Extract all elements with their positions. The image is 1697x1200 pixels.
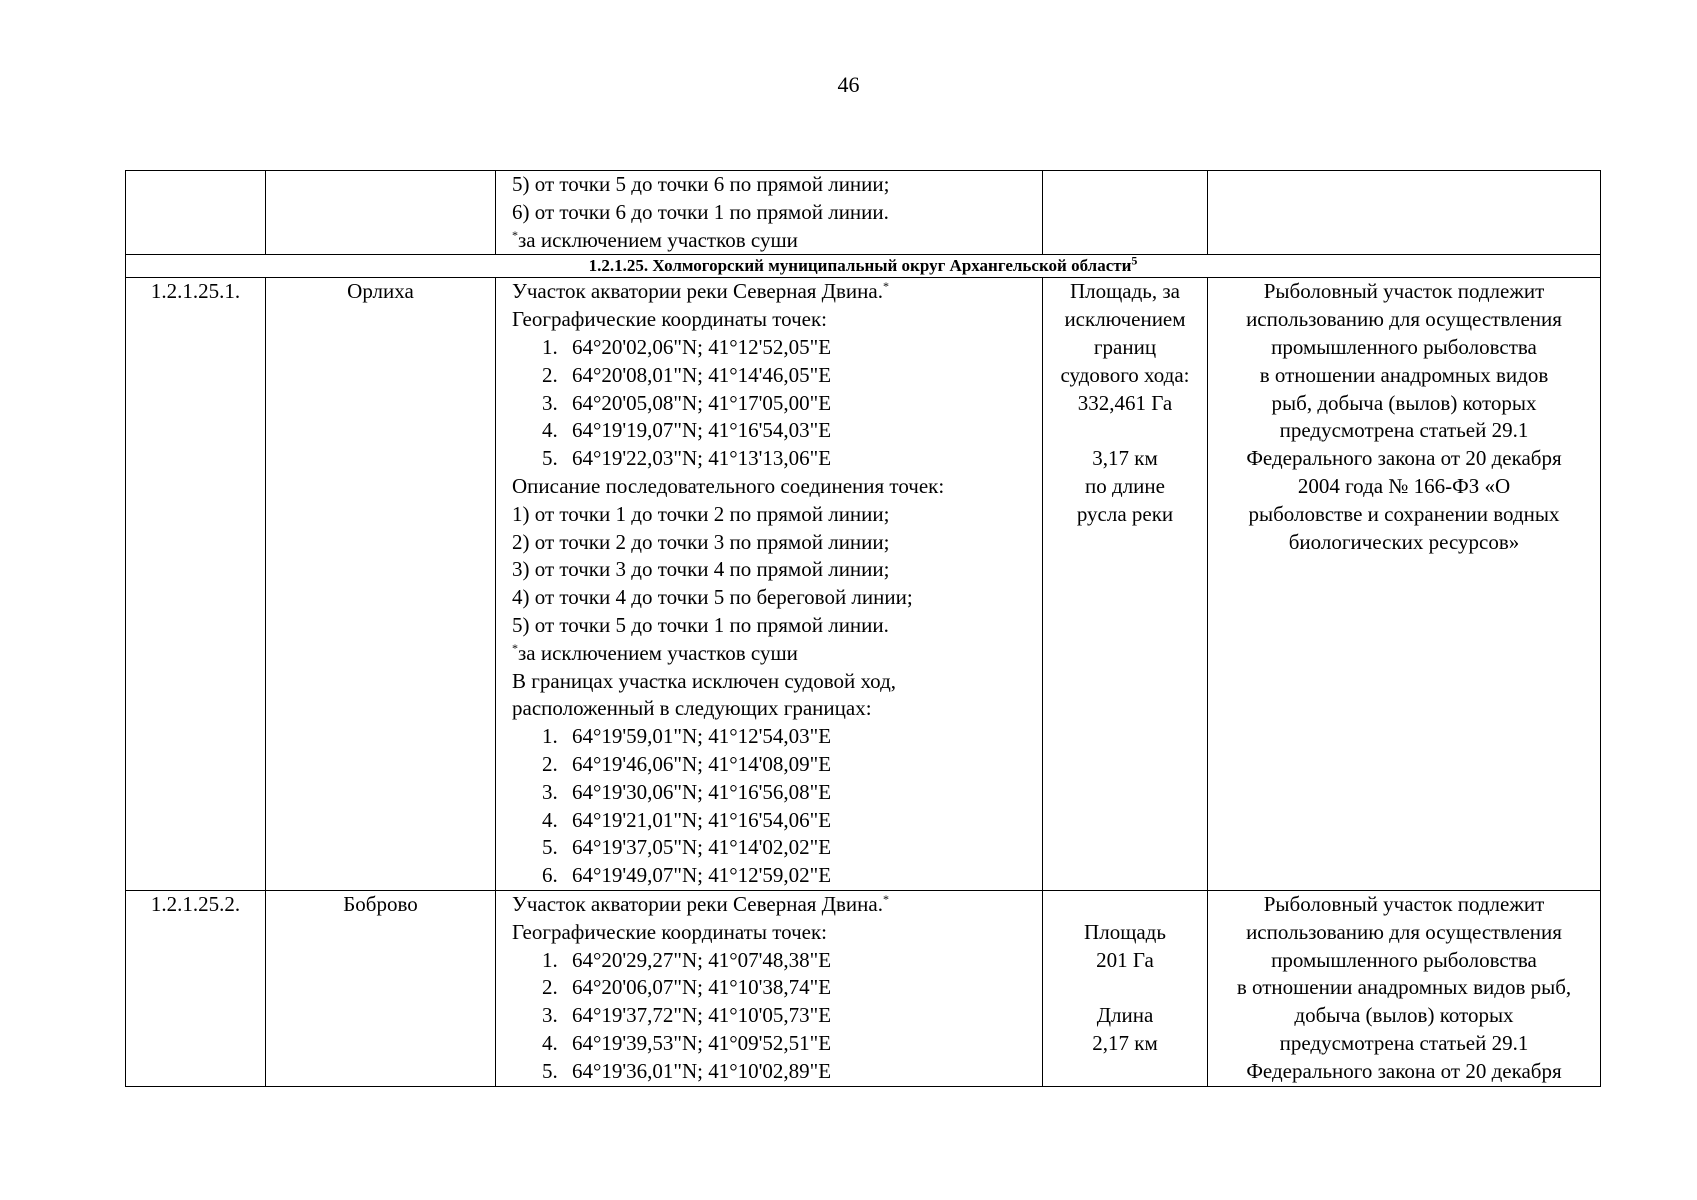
coord-item: 5. 64°19'37,05"N; 41°14'02,02"E [542, 835, 832, 860]
description-cell [496, 171, 1043, 255]
coords-heading: Географические координаты точек: [512, 307, 827, 332]
coord-item: 3. 64°20'05,08"N; 41°17'05,00"E [542, 390, 832, 415]
area-intro: Участок акватории реки Северная Двина. [512, 279, 883, 304]
row-number: 1.2.1.25.2. [126, 890, 266, 1086]
area-line: 332,461 Га [1077, 390, 1173, 415]
coord-item: 1. 64°19'59,01"N; 41°12'54,03"E [542, 724, 832, 749]
table-row [126, 890, 1601, 1086]
coord-item: 6. 64°19'49,07"N; 41°12'59,02"E [542, 863, 832, 888]
connection-line: 6) от точки 6 до точки 1 по прямой линии. [512, 199, 889, 224]
length-line: Длина [1096, 1003, 1154, 1028]
purpose-line: биологических ресурсов» [1288, 529, 1520, 554]
length-line: 3,17 км [1092, 446, 1158, 471]
footnote-line: *за исключением участков суши [512, 640, 798, 665]
length-line: по длине [1085, 473, 1165, 498]
section-heading-row [126, 255, 1601, 278]
number-cell [126, 171, 266, 255]
purpose-cell [1208, 171, 1601, 255]
length-line: русла реки [1076, 501, 1174, 526]
section-heading: 1.2.1.25. Холмогорский муниципальный округ Архангельской области$^5$ [126, 255, 1601, 278]
row-name: Орлиха [266, 278, 496, 891]
row-number: 1.2.1.25.1. [126, 278, 266, 891]
purpose-line: промышленного рыболовства [1271, 334, 1537, 359]
purpose-line: использованию для осуществления [1246, 919, 1562, 944]
coord-item: 1. 64°20'29,27"N; 41°07'48,38"E [542, 947, 832, 972]
purpose-cell [1208, 890, 1601, 1086]
connection-line: 1) от точки 1 до точки 2 по прямой линии; [512, 501, 890, 526]
connection-line: 5) от точки 5 до точки 1 по прямой линии. [512, 612, 889, 637]
purpose-line: Рыболовный участок подлежит [1263, 891, 1545, 916]
coord-item: 2. 64°19'46,06"N; 41°14'08,09"E [542, 751, 832, 776]
area-line: Площадь, за [1069, 279, 1180, 304]
coord-item: 2. 64°20'08,01"N; 41°14'46,05"E [542, 362, 832, 387]
coord-item: 4. 64°19'21,01"N; 41°16'54,06"E [542, 807, 832, 832]
description-cell: Участок акватории реки Северная Двина.* Географические координаты точек: 1. 64°20'02,06"N; 41°12'52,05"E 2. 64°20'08,01"N; 41°14'46,05"E 3. 64°20'05,08"N; 41°17'05,00"E 4. 64°19'19,07"N; 41°16'54,03"E 5. 64°19'22,03"N; 41°13'13,06"E Описание последовательного соединения точек: 1) от точки 1 до точки 2 по прямой линии; 2) от точки 2 до точки 3 по прямой линии; 3) от точки 3 до точки 4 по прямой линии; 4) от точки 4 до точки 5 по береговой линии; 5) от точки 5 до точки 1 по прямой линии. *за исключением участков суши В границах участка исключен судовой ход, расположенный в следующих границах: 1. 64°19'59,01"N; 41°12'54,03"E 2. 64°19'46,06"N; 41°14'08,09"E 3. 64°19'30,06"N; 41°16'56,08"E 4. 64°19'21,01"N; 41°16'54,06"E 5. 64°19'37,05"N; 41°14'02,02"E 6. 64°19'49,07"N; 41°12'59,02"E [496, 278, 1043, 891]
coord-item: 1. 64°20'02,06"N; 41°12'52,05"E [542, 334, 832, 359]
table-row [126, 278, 1601, 891]
purpose-line: рыболовстве и сохранении водных [1248, 501, 1560, 526]
connection-line: 5) от точки 5 до точки 6 по прямой линии; [512, 172, 890, 196]
purpose-line: Федерального закона от 20 декабря [1246, 446, 1562, 471]
coord-item: 5. 64°19'22,03"N; 41°13'13,06"E [542, 446, 832, 471]
area-cell [1043, 890, 1208, 1086]
coord-item: 3. 64°19'30,06"N; 41°16'56,08"E [542, 779, 832, 804]
coord-item: 4. 64°19'19,07"N; 41°16'54,03"E [542, 418, 832, 443]
name-cell [266, 171, 496, 255]
exclusion-line: В границах участка исключен судовой ход, [512, 668, 897, 693]
purpose-line: использованию для осуществления [1246, 307, 1562, 332]
area-line: 201 Га [1096, 947, 1154, 972]
coords-heading: Географические координаты точек: [512, 919, 827, 944]
purpose-line: рыб, добыча (вылов) которых [1271, 390, 1537, 415]
area-cell [1043, 278, 1208, 891]
fishing-areas-table [125, 170, 1601, 1087]
area-line: границ [1093, 334, 1157, 359]
purpose-line: Федерального закона от 20 декабря [1246, 1058, 1562, 1083]
page-number: 46 [837, 72, 860, 97]
area-cell [1043, 171, 1208, 255]
area-line: Площадь [1084, 919, 1166, 944]
purpose-line: в отношении анадромных видов [1259, 362, 1549, 387]
coord-item: 5. 64°19'36,01"N; 41°10'02,89"E [542, 1058, 832, 1083]
connection-line: 3) от точки 3 до точки 4 по прямой линии; [512, 557, 890, 582]
coord-item: 3. 64°19'37,72"N; 41°10'05,73"E [542, 1003, 832, 1028]
connection-line: 4) от точки 4 до точки 5 по береговой линии; [512, 585, 913, 610]
footnote-line: *за исключением участков суши [512, 227, 798, 252]
connection-heading: Описание последовательного соединения точек: [512, 473, 945, 498]
purpose-line: предусмотрена статьей 29.1 [1279, 1030, 1529, 1055]
coord-item: 2. 64°20'06,07"N; 41°10'38,74"E [542, 975, 832, 1000]
description-cell: Участок акватории реки Северная Двина.* Географические координаты точек: 1. 64°20'29,27"N; 41°07'48,38"E 2. 64°20'06,07"N; 41°10'38,74"E 3. 64°19'37,72"N; 41°10'05,73"E 4. 64°19'39,53"N; 41°09'52,51"E 5. 64°19'36,01"N; 41°10'02,89"E [496, 890, 1043, 1086]
purpose-line: предусмотрена статьей 29.1 [1279, 418, 1529, 443]
purpose-line: 2004 года № 166-ФЗ «О [1297, 473, 1511, 498]
exclusion-line: расположенный в следующих границах: [512, 696, 872, 721]
purpose-line: Рыболовный участок подлежит [1263, 279, 1545, 304]
area-line: судового хода: [1060, 362, 1190, 387]
purpose-line: промышленного рыболовства [1271, 947, 1537, 972]
connection-line: 2) от точки 2 до точки 3 по прямой линии; [512, 529, 890, 554]
purpose-line: добыча (вылов) которых [1294, 1003, 1514, 1028]
purpose-line: в отношении анадромных видов рыб, [1236, 975, 1572, 1000]
purpose-cell [1208, 278, 1601, 891]
area-line: исключением [1064, 307, 1186, 332]
row-name: Боброво [266, 890, 496, 1086]
table-row-continuation [126, 171, 1601, 255]
length-line: 2,17 км [1092, 1030, 1158, 1055]
coord-item: 4. 64°19'39,53"N; 41°09'52,51"E [542, 1030, 832, 1055]
area-intro: Участок акватории реки Северная Двина. [512, 891, 883, 916]
